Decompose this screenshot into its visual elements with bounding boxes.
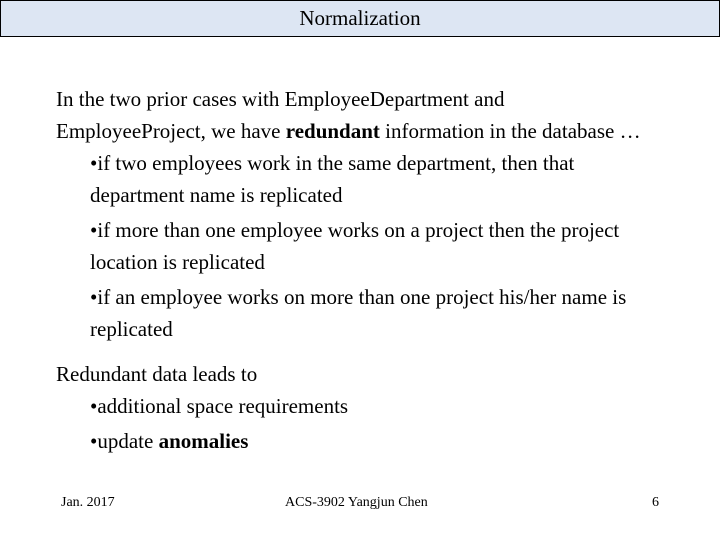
footer-page-number: 6 (652, 495, 659, 510)
intro-paragraph (56, 83, 656, 147)
slide-title-bar (0, 0, 720, 37)
intro-text-a: In the two prior cases with EmployeeDepartment and EmployeeProject, we have (56, 87, 505, 143)
footer-date: Jan. 2017 (61, 495, 115, 510)
intro-bold-word: redundant (285, 119, 380, 143)
redundancy-cases-list (56, 147, 656, 345)
bullet-item (90, 425, 656, 457)
slide-title: Normalization (299, 6, 421, 30)
bullet-item: • if two employees work in the same department, then that department name is replicated (90, 147, 656, 211)
consequences-list (56, 390, 656, 457)
footer-course: ACS-3902 Yangjun Chen (285, 495, 428, 510)
bullet-item: • if more than one employee works on a project then the project location is replicated (90, 214, 656, 278)
bullet-text: update (97, 429, 159, 453)
bullet-item: • if an employee works on more than one project his/her name is replicated (90, 281, 656, 345)
consequences-paragraph: Redundant data leads to (56, 362, 258, 386)
intro-text-b: information in the database … (379, 119, 641, 143)
bullet-item: • additional space requirements (90, 390, 656, 422)
bullet-bold-word: anomalies (158, 429, 249, 453)
slide-content (56, 83, 656, 460)
